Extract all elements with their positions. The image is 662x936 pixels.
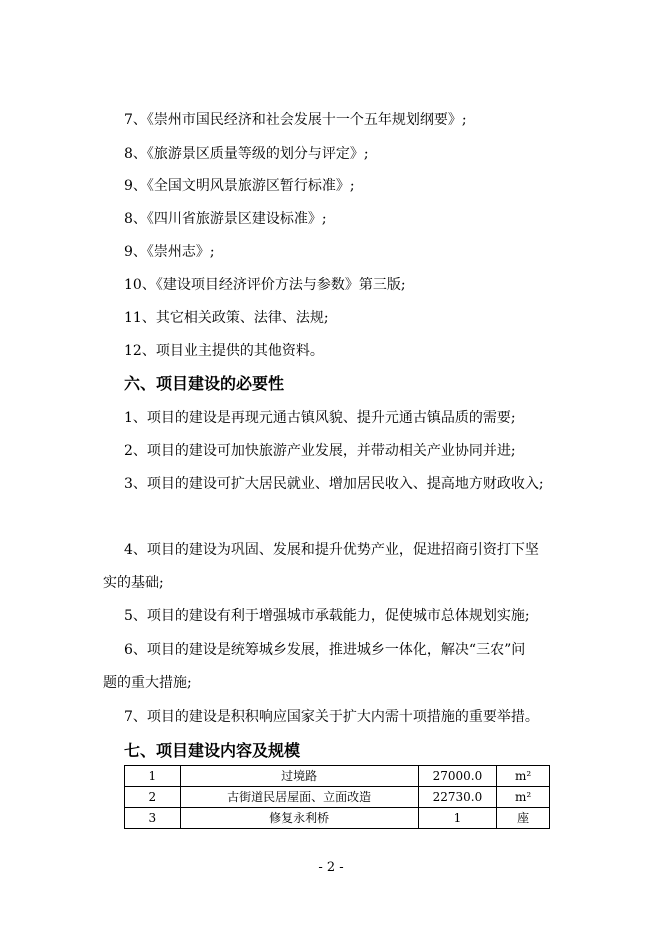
item-name: 过境路 bbox=[180, 766, 418, 787]
table-row bbox=[125, 787, 550, 808]
table-row bbox=[125, 808, 550, 829]
list-item: 4、项目的建设为巩固、发展和提升优势产业，促进招商引资打下坚 bbox=[124, 542, 539, 558]
item-unit: m² bbox=[497, 766, 550, 787]
list-item: 9、《崇州志》; bbox=[124, 244, 215, 260]
item-unit: 座 bbox=[497, 808, 550, 829]
list-item: 3、项目的建设可扩大居民就业、增加居民收入、提高地方财政收入; bbox=[124, 476, 544, 492]
list-item: 6、项目的建设是统筹城乡发展，推进城乡一体化，解决“三农”问 bbox=[124, 642, 526, 658]
row-number: 1 bbox=[125, 766, 181, 787]
list-item: 12、项目业主提供的其他资料。 bbox=[124, 343, 324, 359]
section-heading-necessity: 六、项目建设的必要性 bbox=[124, 374, 285, 393]
list-item: 2、项目的建设可加快旅游产业发展，并带动相关产业协同并进; bbox=[124, 443, 516, 459]
item-name: 修复永利桥 bbox=[180, 808, 418, 829]
list-item: 9、《全国文明风景旅游区暂行标准》; bbox=[124, 178, 355, 194]
item-quantity: 27000.0 bbox=[418, 766, 497, 787]
list-item: 5、项目的建设有利于增强城市承载能力，促使城市总体规划实施; bbox=[124, 608, 530, 624]
item-name: 古街道民居屋面、立面改造 bbox=[180, 787, 418, 808]
table-row bbox=[125, 766, 550, 787]
list-item-continuation: 题的重大措施; bbox=[103, 675, 192, 691]
list-item: 10、《建设项目经济评价方法与参数》第三版; bbox=[124, 277, 406, 293]
item-quantity: 1 bbox=[418, 808, 497, 829]
page-number: - 2 - bbox=[318, 860, 344, 875]
list-item: 1、项目的建设是再现元通古镇风貌、提升元通古镇品质的需要; bbox=[124, 410, 516, 426]
item-quantity: 22730.0 bbox=[418, 787, 497, 808]
list-item: 11、其它相关政策、法律、法规; bbox=[124, 310, 329, 326]
list-item: 8、《四川省旅游景区建设标准》; bbox=[124, 211, 327, 227]
row-number: 3 bbox=[125, 808, 181, 829]
list-item: 7、项目的建设是积积响应国家关于扩大内需十项措施的重要举措。 bbox=[124, 709, 539, 725]
row-number: 2 bbox=[125, 787, 181, 808]
list-item: 7、《崇州市国民经济和社会发展十一个五年规划纲要》; bbox=[124, 112, 467, 128]
construction-scale-table bbox=[124, 765, 550, 829]
section-heading-scope: 七、项目建设内容及规模 bbox=[124, 741, 301, 760]
item-unit: m² bbox=[497, 787, 550, 808]
list-item-continuation: 实的基础; bbox=[103, 575, 164, 591]
list-item: 8、《旅游景区质量等级的划分与评定》; bbox=[124, 146, 369, 162]
